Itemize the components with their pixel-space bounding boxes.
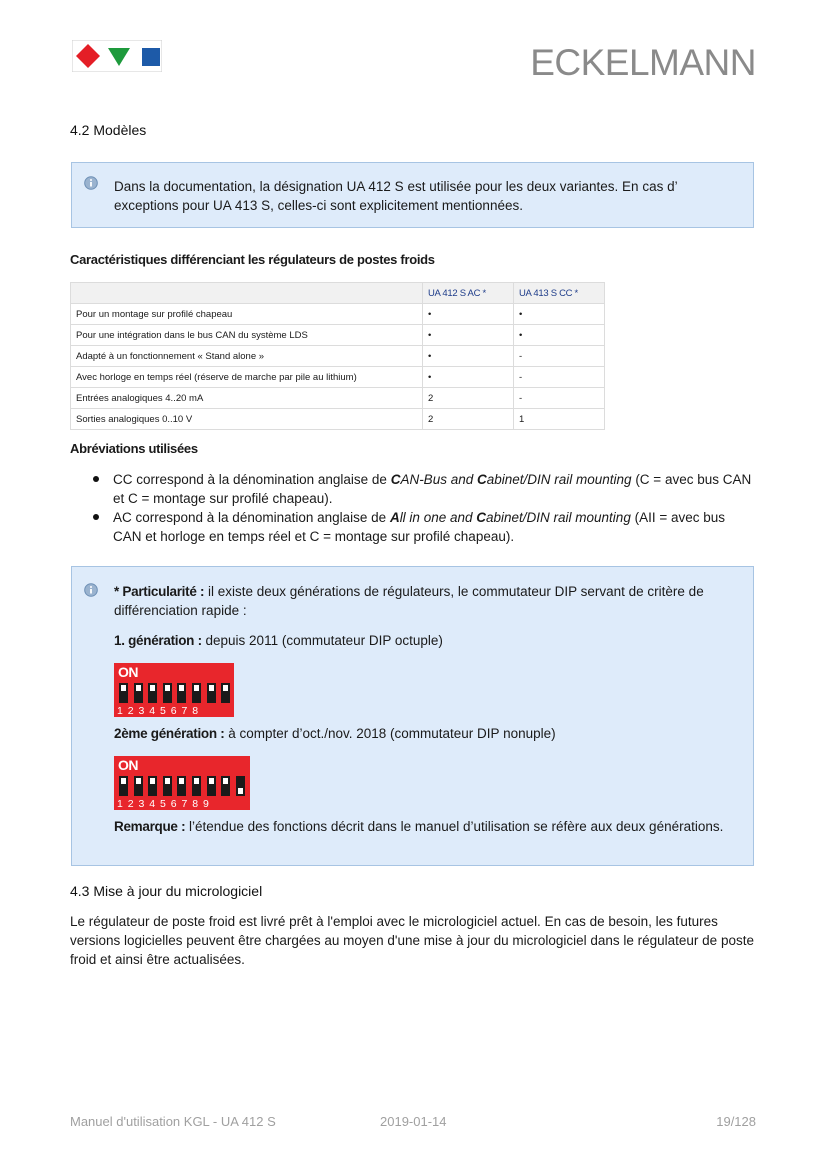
dip-switch-toggle: [192, 683, 201, 703]
generation2-text: 2ème génération : à compter d’oct./nov. 2018 (commutateur DIP nonuple): [114, 726, 556, 741]
table-row: [71, 409, 605, 430]
table-cell: •: [423, 304, 514, 325]
dip-switch-toggle: [119, 776, 128, 796]
dip-switch-toggle: [148, 683, 157, 703]
brand-wordmark: ECKELMANN: [530, 42, 756, 83]
table-cell: Pour un montage sur profilé chapeau: [71, 304, 423, 325]
bullet-icon: [93, 476, 99, 482]
dip-switch-knob: [150, 685, 155, 691]
dip-switch-toggle: [221, 776, 230, 796]
dip-switch-knob: [136, 778, 141, 784]
dip-switch-toggle: [119, 683, 128, 703]
dip-switch-9: ON 1 2 3 4 5 6 7 8 9: [114, 756, 250, 810]
table-cell: Sorties analogiques 0..10 V: [71, 409, 423, 430]
abbreviations-title: Abréviations utilisées: [70, 441, 198, 456]
table-header-cell: UA 413 S CC *: [514, 283, 605, 304]
dip-switch-knob: [179, 778, 184, 784]
dip-switch-knob: [209, 685, 214, 691]
dip-switch-knob: [165, 778, 170, 784]
dip-switch-toggle: [134, 776, 143, 796]
table-cell: •: [423, 346, 514, 367]
table-cell: -: [514, 388, 605, 409]
dip-switch-knob: [165, 685, 170, 691]
abbreviations-list: [90, 470, 755, 546]
dip-switch-toggle: [207, 776, 216, 796]
table-row: [71, 367, 605, 388]
table-row: [71, 388, 605, 409]
note-text: Remarque : l’étendue des fonctions décrit dans le manuel d’utilisation se réfère aux deux générations.: [114, 819, 724, 834]
footer-date: 2019-01-14: [380, 1114, 447, 1129]
table-cell: 2: [423, 409, 514, 430]
table-row: [71, 325, 605, 346]
dip-switch-knob: [223, 685, 228, 691]
dip-switch-knob: [136, 685, 141, 691]
table-header-row: [71, 283, 605, 304]
table-cell: -: [514, 367, 605, 388]
dip-switch-knob: [179, 685, 184, 691]
table-header-cell: [71, 283, 423, 304]
info-box: [71, 162, 754, 228]
info-text: Dans la documentation, la désignation UA 412 S est utilisée pour les deux variantes. En cas d’ exceptions pour UA 413 S, celles-ci sont explicitement mentionnées.: [114, 179, 678, 213]
dip-switch-toggle: [148, 776, 157, 796]
dip-switch-knob: [121, 685, 126, 691]
footer-document-title: Manuel d'utilisation KGL - UA 412 S: [70, 1114, 276, 1129]
info-box: [71, 566, 754, 866]
dip-switch-knob: [121, 778, 126, 784]
table-header-cell: UA 412 S AC *: [423, 283, 514, 304]
features-table: [70, 282, 605, 430]
dip-switch-numbers: 1 2 3 4 5 6 7 8: [117, 705, 200, 717]
table-row: [71, 346, 605, 367]
particularity-text: * Particularité : il existe deux générations de régulateurs, le commutateur DIP servant de critère de différenciation rapide :: [114, 584, 704, 618]
body-paragraph: Le régulateur de poste froid est livré prêt à l'emploi avec le micrologiciel actuel. En cas de besoin, les futures versions logicielles peuvent être chargées au moyen d'une mise à jour du micrologiciel dans le régulateur de poste froid et ainsi être actualisées.: [70, 914, 754, 967]
table-title: Caractéristiques différenciant les régulateurs de postes froids: [70, 252, 435, 267]
table-cell: 1: [514, 409, 605, 430]
bullet-icon: [93, 514, 99, 520]
table-cell: Adapté à un fonctionnement « Stand alone »: [71, 346, 423, 367]
dip-switch-toggle: [192, 776, 201, 796]
table-cell: Avec horloge en temps réel (réserve de marche par pile au lithium): [71, 367, 423, 388]
dip-switch-knob: [223, 778, 228, 784]
dip-switch-toggle: [163, 776, 172, 796]
generation1-text: 1. génération : depuis 2011 (commutateur DIP octuple): [114, 633, 443, 648]
table-cell: •: [423, 367, 514, 388]
dip-switch-toggle: [163, 683, 172, 703]
table-cell: •: [514, 304, 605, 325]
dip-switch-knob: [150, 778, 155, 784]
list-item: AC correspond à la dénomination anglaise de All in one and Cabinet/DIN rail mounting (AII = avec bus CAN et horloge en temps réel et C = montage sur profilé chapeau).: [90, 508, 755, 546]
table-cell: •: [423, 325, 514, 346]
info-icon: [84, 583, 98, 597]
dip-switch-knob: [238, 788, 243, 794]
footer-page-number: 19/128: [716, 1114, 756, 1129]
table-cell: Pour une intégration dans le bus CAN du système LDS: [71, 325, 423, 346]
table-row: [71, 304, 605, 325]
section-title: 4.2 Modèles: [70, 122, 147, 138]
section-title: 4.3 Mise à jour du micrologiciel: [70, 883, 263, 899]
dip-switch-toggle: [134, 683, 143, 703]
dip-switch-toggle: [207, 683, 216, 703]
dip-switch-knob: [194, 778, 199, 784]
list-item: CC correspond à la dénomination anglaise de CAN-Bus and Cabinet/DIN rail mounting (C = avec bus CAN et C = montage sur profilé chapeau).: [90, 470, 755, 508]
table-cell: -: [514, 346, 605, 367]
table-cell: 2: [423, 388, 514, 409]
dip-switch-knob: [194, 685, 199, 691]
dip-switch-8: ON 1 2 3 4 5 6 7 8: [114, 663, 234, 717]
eckelmann-logo: [72, 40, 162, 72]
dip-switch-knob: [209, 778, 214, 784]
dip-switch-toggle: [221, 683, 230, 703]
info-icon: [84, 176, 98, 190]
dip-switch-numbers: 1 2 3 4 5 6 7 8 9: [117, 798, 210, 810]
dip-switch-toggle: [236, 776, 245, 796]
table-cell: •: [514, 325, 605, 346]
dip-switch-toggle: [177, 683, 186, 703]
table-cell: Entrées analogiques 4..20 mA: [71, 388, 423, 409]
dip-switch-toggle: [177, 776, 186, 796]
